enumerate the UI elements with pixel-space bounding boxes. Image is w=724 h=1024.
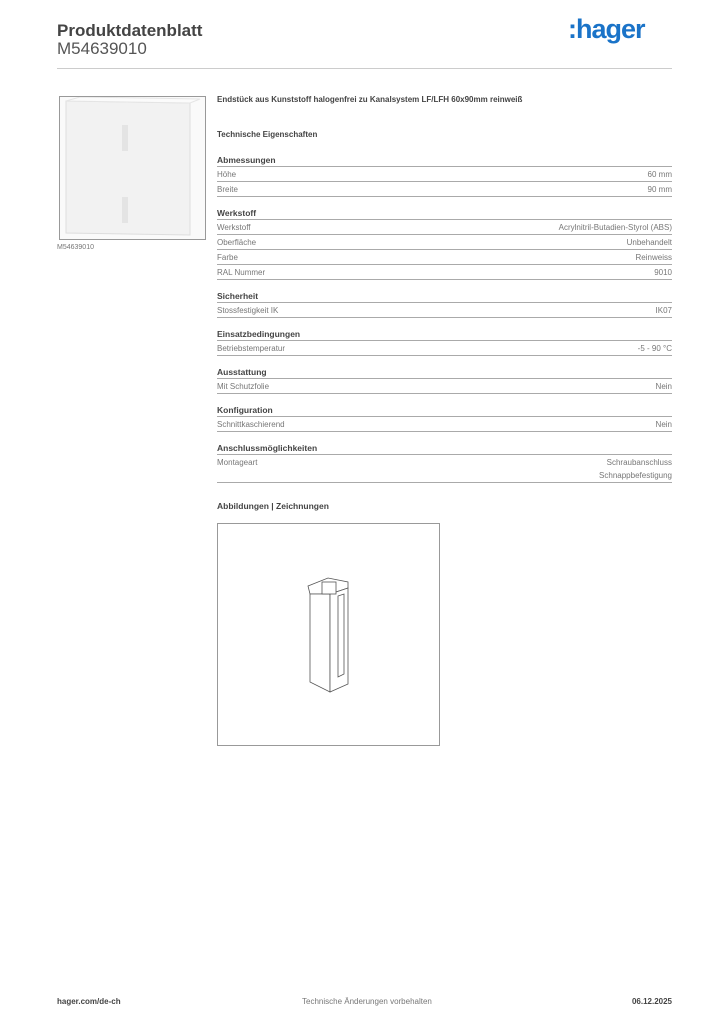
section-heading: Ausstattung <box>217 367 672 379</box>
spec-label: Schnittkaschierend <box>217 420 285 429</box>
footer-notice: Technische Änderungen vorbehalten <box>302 997 432 1006</box>
spec-area <box>217 95 672 511</box>
spec-row <box>217 455 672 483</box>
spec-row <box>217 265 672 280</box>
section-heading: Anschlussmöglichkeiten <box>217 443 672 455</box>
spec-row <box>217 167 672 182</box>
section-heading: Sicherheit <box>217 291 672 303</box>
section-heading: Werkstoff <box>217 208 672 220</box>
spec-value <box>656 418 672 431</box>
spec-value-line: Schraubanschluss <box>606 458 672 467</box>
spec-value <box>648 168 672 181</box>
product-image <box>59 96 206 240</box>
section-heading: Abmessungen <box>217 155 672 167</box>
spec-value <box>656 380 672 393</box>
spec-label: Mit Schutzfolie <box>217 382 270 391</box>
spec-value-line: Nein <box>655 420 672 429</box>
section-heading: Einsatzbedingungen <box>217 329 672 341</box>
spec-value <box>656 304 672 317</box>
spec-value-line: 60 mm <box>647 170 672 179</box>
spec-label: Farbe <box>217 253 238 262</box>
image-caption: M54639010 <box>57 244 94 251</box>
footer-url[interactable]: hager.com/de-ch <box>57 997 121 1006</box>
spec-value-line: Reinweiss <box>635 253 672 262</box>
spec-row <box>217 303 672 318</box>
spec-value <box>599 456 672 482</box>
spec-label: Betriebstemperatur <box>217 344 286 353</box>
product-drawing <box>217 523 440 746</box>
spec-label: Werkstoff <box>217 223 251 232</box>
images-heading: Abbildungen | Zeichnungen <box>217 501 329 511</box>
spec-label: Stossfestigkeit IK <box>217 306 279 315</box>
spec-value-line: 90 mm <box>647 185 672 194</box>
spec-value-line: -5 - 90 °C <box>637 344 672 353</box>
spec-value <box>648 183 672 196</box>
spec-row <box>217 182 672 197</box>
spec-label: Oberfläche <box>217 238 257 247</box>
product-description: Endstück aus Kunststoff halogenfrei zu Kanalsystem LF/LFH 60x90mm reinweiß <box>217 95 523 104</box>
spec-value <box>559 221 672 234</box>
spec-label: Breite <box>217 185 238 194</box>
spec-row <box>217 250 672 265</box>
spec-label: RAL Nummer <box>217 268 266 277</box>
spec-label: Höhe <box>217 170 237 179</box>
product-code: M54639010 <box>57 39 147 58</box>
spec-row <box>217 417 672 432</box>
hager-logo: :hager <box>568 14 645 44</box>
spec-row <box>217 341 672 356</box>
spec-value <box>638 342 672 355</box>
divider <box>57 68 672 69</box>
spec-value-line: Nein <box>655 382 672 391</box>
spec-row <box>217 235 672 250</box>
spec-value-line: Acrylnitril-Butadien-Styrol (ABS) <box>558 223 672 232</box>
spec-value <box>654 266 672 279</box>
spec-value <box>636 251 672 264</box>
spec-value <box>627 236 672 249</box>
spec-row <box>217 379 672 394</box>
section-heading: Konfiguration <box>217 405 672 417</box>
spec-value-line: Unbehandelt <box>626 238 672 247</box>
spec-value-line: IK07 <box>655 306 672 315</box>
tech-heading: Technische Eigenschaften <box>217 130 318 139</box>
spec-value-line: Schnappbefestigung <box>599 471 672 480</box>
page-title: Produktdatenblatt <box>57 21 203 40</box>
spec-label: Montageart <box>217 458 258 467</box>
spec-value-line: 9010 <box>654 268 672 277</box>
spec-row <box>217 220 672 235</box>
footer-date: 06.12.2025 <box>631 997 672 1006</box>
